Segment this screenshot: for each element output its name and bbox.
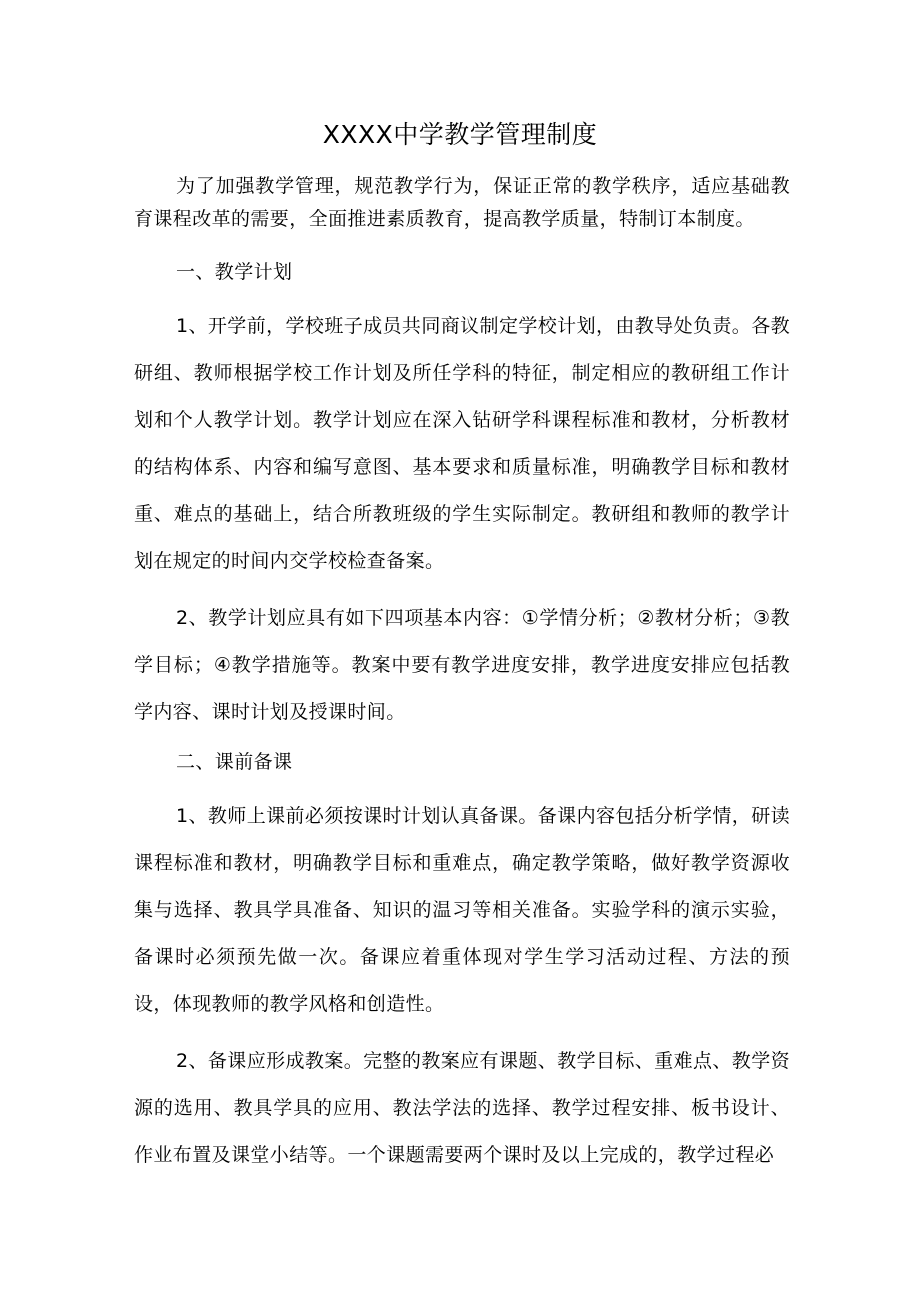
document-title: XXXX中学教学管理制度	[322, 120, 598, 149]
plan-paragraph-2: 2、教学计划应具有如下四项基本内容：①学情分析；②教材分析；③教学目标；④教学措施等。教案中要有教学进度安排，教学进度安排应包括教学内容、课时计划及授课时间。	[134, 607, 790, 723]
prep-paragraph-2: 2、备课应形成教案。完整的教案应有课题、教学目标、重难点、教学资源的选用、教具学具的应用、教法学法的选择、教学过程安排、板书设计、作业布置及课堂小结等。一个课题需要两个课时及以上完成的，教学过程必	[134, 1050, 790, 1166]
intro-paragraph: 为了加强教学管理，规范教学行为，保证正常的教学秩序，适应基础教育课程改革的需要，全面推进素质教育，提高教学质量，特制订本制度。	[134, 175, 790, 230]
prep-paragraph-1: 1、教师上课前必须按课时计划认真备课。备课内容包括分析学情，研读课程标准和教材，明确教学目标和重难点，确定教学策略，做好教学资源收集与选择、教具学具准备、知识的温习等相关准备。实验学科的演示实验，备课时必须预先做一次。备课应着重体现对学生学习活动过程、方法的预设，体现教师的教学风格和创造性。	[134, 805, 790, 1015]
section-heading-prep: 二、课前备课	[176, 751, 293, 773]
document-body	[134, 170, 790, 1179]
section-heading-plan: 一、教学计划	[176, 261, 293, 283]
plan-paragraph-1: 1、开学前，学校班子成员共同商议制定学校计划，由教导处负责。各教研组、教师根据学校工作计划及所任学科的特征，制定相应的教研组工作计划和个人教学计划。教学计划应在深入钻研学科课程标准和教材，分析教材的结构体系、内容和编写意图、基本要求和质量标准，明确教学目标和教材重、难点的基础上，结合所教班级的学生实际制定。教研组和教师的教学计划在规定的时间内交学校检查备案。	[134, 315, 790, 572]
